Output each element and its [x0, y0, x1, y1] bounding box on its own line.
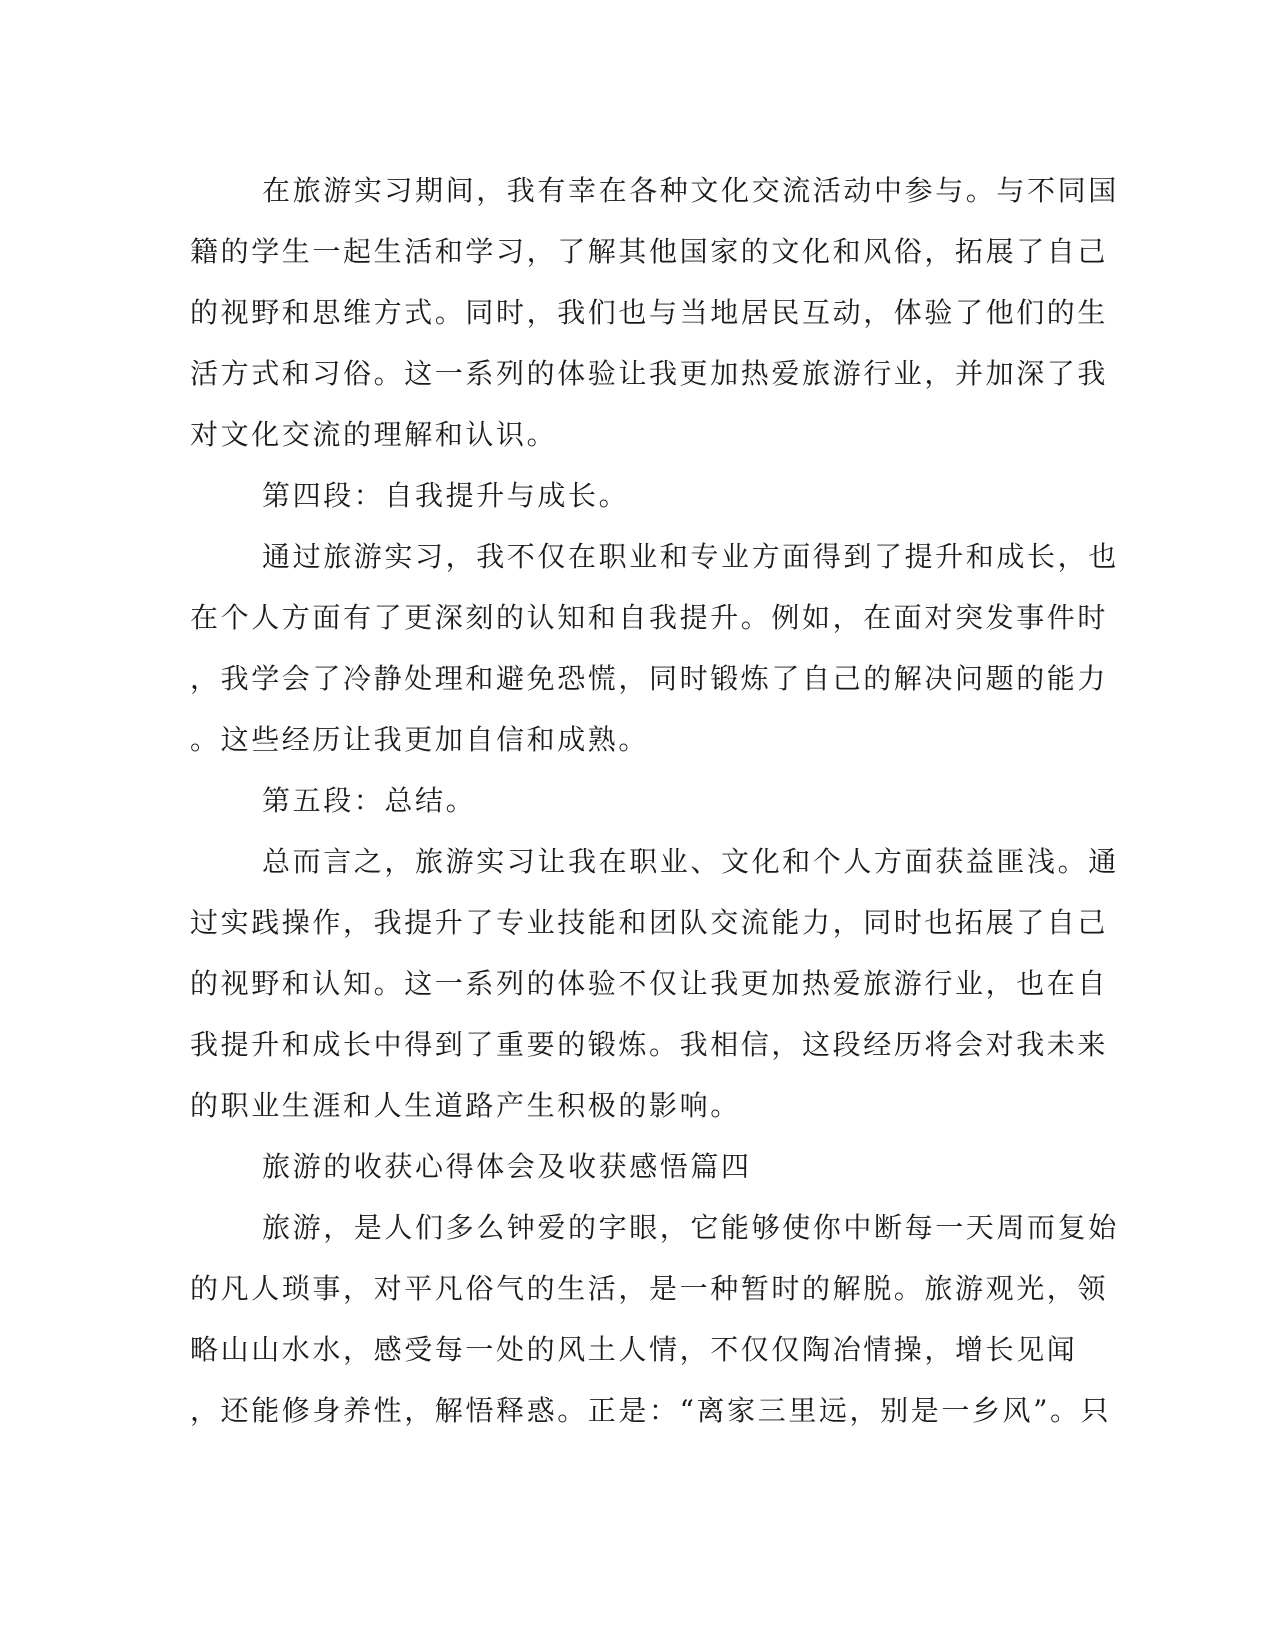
section-heading: 第五段：总结。 [262, 784, 477, 817]
text-line: 总而言之，旅游实习让我在职业、文化和个人方面获益匪浅。通 [262, 845, 1119, 878]
text-line: 的凡人琐事，对平凡俗气的生活，是一种暂时的解脱。旅游观光，领 [190, 1272, 1109, 1305]
text-line: 通过旅游实习，我不仅在职业和专业方面得到了提升和成长，也 [262, 540, 1119, 573]
section-heading: 第四段：自我提升与成长。 [262, 479, 630, 512]
text-line: ，还能修身养性，解悟释惑。正是：“离家三里远，别是一乡风”。只 [190, 1394, 1112, 1427]
text-line: 在旅游实习期间，我有幸在各种文化交流活动中参与。与不同国 [262, 174, 1119, 207]
text-line: 略山山水水，感受每一处的风土人情，不仅仅陶冶情操，增长见闻 [190, 1333, 1078, 1366]
text-line: 旅游，是人们多么钟爱的字眼，它能够使你中断每一天周而复始 [262, 1211, 1119, 1244]
document-body [190, 160, 1119, 1441]
text-line: 我提升和成长中得到了重要的锻炼。我相信，这段经历将会对我未来 [190, 1028, 1109, 1061]
text-line: 对文化交流的理解和认识。 [190, 418, 558, 451]
text-line: 籍的学生一起生活和学习，了解其他国家的文化和风俗，拓展了自己 [190, 235, 1109, 268]
text-line: ，我学会了冷静处理和避免恐慌，同时锻炼了自己的解决问题的能力 [190, 662, 1109, 695]
text-line: 在个人方面有了更深刻的认知和自我提升。例如，在面对突发事件时 [190, 601, 1109, 634]
text-line: 活方式和习俗。这一系列的体验让我更加热爱旅游行业，并加深了我 [190, 357, 1109, 390]
text-line: 的视野和认知。这一系列的体验不仅让我更加热爱旅游行业，也在自 [190, 967, 1109, 1000]
text-line: 的职业生涯和人生道路产生积极的影响。 [190, 1089, 741, 1122]
text-line: 过实践操作，我提升了专业技能和团队交流能力，同时也拓展了自己 [190, 906, 1109, 939]
chapter-title: 旅游的收获心得体会及收获感悟篇四 [262, 1150, 752, 1183]
text-line: 。这些经历让我更加自信和成熟。 [190, 723, 650, 756]
text-line: 的视野和思维方式。同时，我们也与当地居民互动，体验了他们的生 [190, 296, 1109, 329]
